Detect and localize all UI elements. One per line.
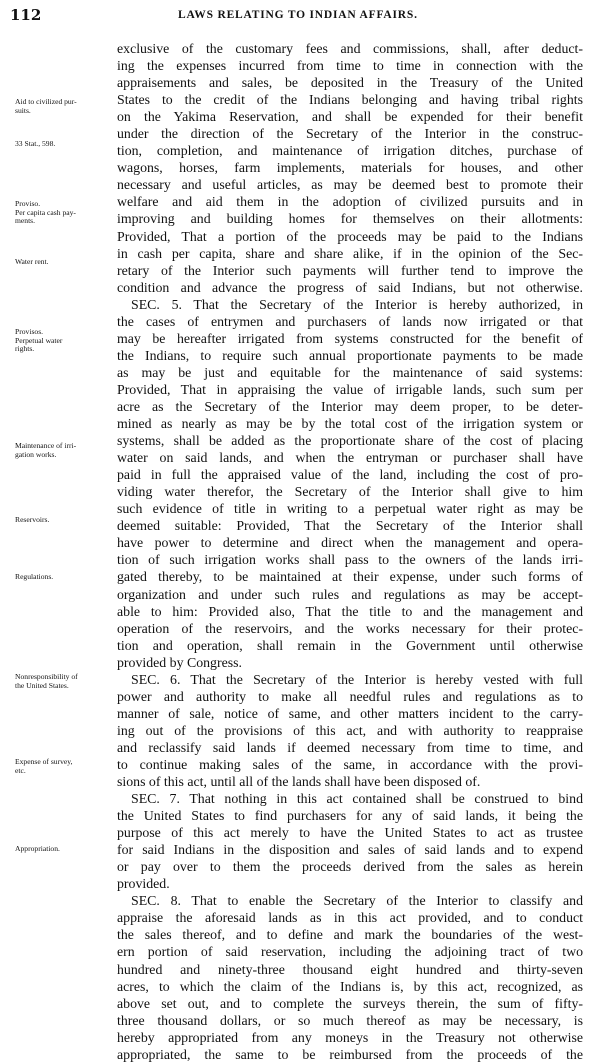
margin-note-line: Expense of survey,	[15, 757, 73, 766]
body-line: SEC. 8. That to enable the Secretary of the Interior to classify and	[131, 893, 583, 909]
body-line: exclusive of the customary fees and commissions, shall, after deduct-	[117, 41, 583, 56]
body-line: States to the credit of the Indians belonging and having tribal rights	[117, 92, 583, 108]
body-line: viding water therefor, the Secretary of the Interior shall give to him	[117, 484, 583, 500]
margin-note-line: ments.	[15, 216, 36, 225]
body-line: welfare and aid them in the adoption of civilized pursuits and in	[117, 194, 583, 210]
margin-note	[15, 442, 123, 459]
body-line: Provided, That in appraising the value of irrigable lands, such sum per	[117, 381, 583, 397]
body-line: in cash per capita, share and share alike, if in the opinion of the Sec-	[117, 245, 583, 261]
body-line: Provided, That a portion of the proceeds may be paid to the Indians	[117, 228, 583, 244]
body-line: paid in full the appraised value of the land, including the cost of pro-	[117, 467, 583, 483]
body-line: the cases of entrymen and purchasers of lands now irrigated or that	[117, 313, 583, 329]
margin-note-line: rights.	[15, 344, 35, 353]
margin-note	[15, 140, 123, 149]
body-line: may be hereafter irrigated from systems constructed for the benefit of	[117, 330, 583, 346]
margin-note	[15, 573, 123, 582]
margin-note-line: Appropriation.	[15, 844, 60, 853]
margin-note-line: 33 Stat., 598.	[15, 139, 56, 148]
body-line: provided.	[117, 876, 170, 892]
body-line: the Indians, to require such annual proportionate payments to be made	[117, 347, 583, 363]
body-line: the United States to find purchasers for any of said lands, it being the	[117, 808, 583, 824]
margin-note-line: Water rent.	[15, 257, 49, 266]
page-header	[10, 6, 588, 26]
body-line: SEC. 7. That nothing in this act contained shall be construed to bind	[131, 791, 583, 807]
margin-note-line: etc.	[15, 765, 26, 775]
body-line: retary of the Interior such payments will further tend to improve the	[117, 262, 583, 278]
margin-note-line: Nonresponsibility of	[15, 672, 78, 681]
body-line: have power to determine and direct when the management and opera-	[117, 535, 583, 551]
body-line: three thousand dollars, or so much thereof as may be necessary, is	[117, 1012, 583, 1028]
body-line: tion, completion, and maintenance of irrigation ditches, purchase of	[117, 143, 583, 159]
margin-note-line: Per capita cash pay-	[15, 207, 76, 217]
margin-note	[15, 200, 123, 226]
body-line: ern portion of said reservation, including the adjoining tract of two	[117, 944, 583, 960]
body-line: mined as nearly as may be by the total cost of the irrigation system or	[117, 416, 583, 432]
body-line: operation of the reservoirs, and the works necessary for their protec-	[117, 620, 583, 636]
body-line: SEC. 6. That the Secretary of the Interior is hereby vested with full	[131, 671, 583, 687]
margin-note	[15, 516, 123, 525]
body-line: wagons, horses, farm implements, materials for houses, and other	[117, 160, 583, 176]
body-line: necessary and useful articles, as may be deemed best to promote their	[117, 177, 583, 193]
body-line: SEC. 5. That the Secretary of the Interior is hereby authorized, in	[131, 296, 583, 312]
body-line: systems, shall be added as the proportionate share of the cost of placing	[117, 433, 583, 449]
body-line: improving and building homes for themselves on their allotments:	[117, 211, 583, 227]
body-line: appraisements and sales, be deposited in the Treasury of the United	[117, 75, 583, 91]
body-text	[117, 40, 583, 1063]
margin-note-line: Aid to civilized pur-	[15, 97, 77, 106]
body-line: above set out, and to complete the surveys therein, the sum of fifty-	[117, 995, 583, 1011]
margin-note-line: Maintenance of irri-	[15, 441, 77, 450]
body-line: hereby appropriated from any moneys in the Treasury not otherwise	[117, 1029, 583, 1045]
body-line: tion and operation, shall remain in the Government until otherwise	[117, 637, 583, 653]
body-line: purpose of this act merely to have the United States to act as trustee	[117, 825, 583, 841]
page-number: 112	[10, 6, 42, 24]
margin-note-line: suits.	[15, 105, 31, 115]
body-line: such evidence of title in writing to a perpetual water right as may be	[117, 501, 583, 517]
margin-note	[15, 258, 123, 267]
body-line: appropriated, the same to be reimbursed from the proceeds of the	[117, 1046, 583, 1062]
body-line: water on said lands, and when the entryman or purchaser shall have	[117, 450, 583, 466]
body-line: provided by Congress.	[117, 654, 242, 670]
body-line: tion of such irrigation works shall pass to the owners of the lands irri-	[117, 552, 583, 568]
running-head: LAWS RELATING TO INDIAN AFFAIRS.	[178, 9, 418, 21]
body-line: as may be just and equitable for the maintenance of said systems:	[117, 364, 583, 380]
body-line: deemed suitable: Provided, That the Secretary of the Interior shall	[117, 518, 583, 534]
body-line: ing the expenses incurred from time to time in connection with the	[117, 58, 583, 74]
margin-note	[15, 758, 123, 775]
margin-note	[15, 673, 123, 690]
body-line: on the Yakima Reservation, and shall be expended for their benefit	[117, 109, 583, 125]
margin-note-line: Perpetual water	[15, 335, 63, 345]
body-line: condition and advance the progress of said Indians, but not otherwise.	[117, 279, 583, 295]
margin-note	[15, 845, 123, 854]
margin-note-line: the United States.	[15, 680, 69, 690]
body-line: to continue making sales of the same, in accordance with the provi-	[117, 756, 583, 772]
body-line: acres, to which the claim of the Indians is, by this act, recognized, as	[117, 978, 583, 994]
margin-note-line: Reservoirs.	[15, 515, 50, 524]
margin-note	[15, 98, 123, 115]
body-line: able to him: Provided also, That the title to and the management and	[117, 603, 583, 619]
margin-note-line: Regulations.	[15, 572, 54, 581]
body-line: for said Indians in the disposition and sales of said lands and to expend	[117, 842, 583, 858]
body-line: manner of sale, notice of same, and other matters incident to the carry-	[117, 705, 583, 721]
body-line: sions of this act, until all of the lands shall have been disposed of.	[117, 774, 481, 790]
body-line: or pay over to them the proceeds derived from the sales as herein	[117, 859, 583, 875]
margin-note-line: Provisos.	[15, 327, 44, 336]
body-line: hundred and ninety-three thousand eight hundred and thirty-seven	[117, 961, 583, 977]
body-line: gated thereby, to be maintained at their expense, under such forms of	[117, 569, 583, 585]
margin-note-line: gation works.	[15, 449, 57, 459]
body-line: under the direction of the Secretary of the Interior in the construc-	[117, 126, 583, 142]
body-line: acre as the Secretary of the Interior may deem proper, to be deter-	[117, 398, 583, 414]
body-line: ing out of the provisions of this act, and with authority to reappraise	[117, 722, 583, 738]
body-line: organization and under such rules and regulations as may be accept-	[117, 586, 583, 602]
margin-note-line: Proviso.	[15, 199, 41, 208]
margin-note	[15, 328, 123, 354]
body-line: and reclassify said lands if deemed necessary from time to time, and	[117, 739, 583, 755]
body-line: the sales thereof, and to define and mark the boundaries of the west-	[117, 927, 583, 943]
body-line: appraise the aforesaid lands as in this act provided, and to conduct	[117, 910, 583, 926]
body-line: power and authority to make all needful rules and regulations as to	[117, 688, 583, 704]
